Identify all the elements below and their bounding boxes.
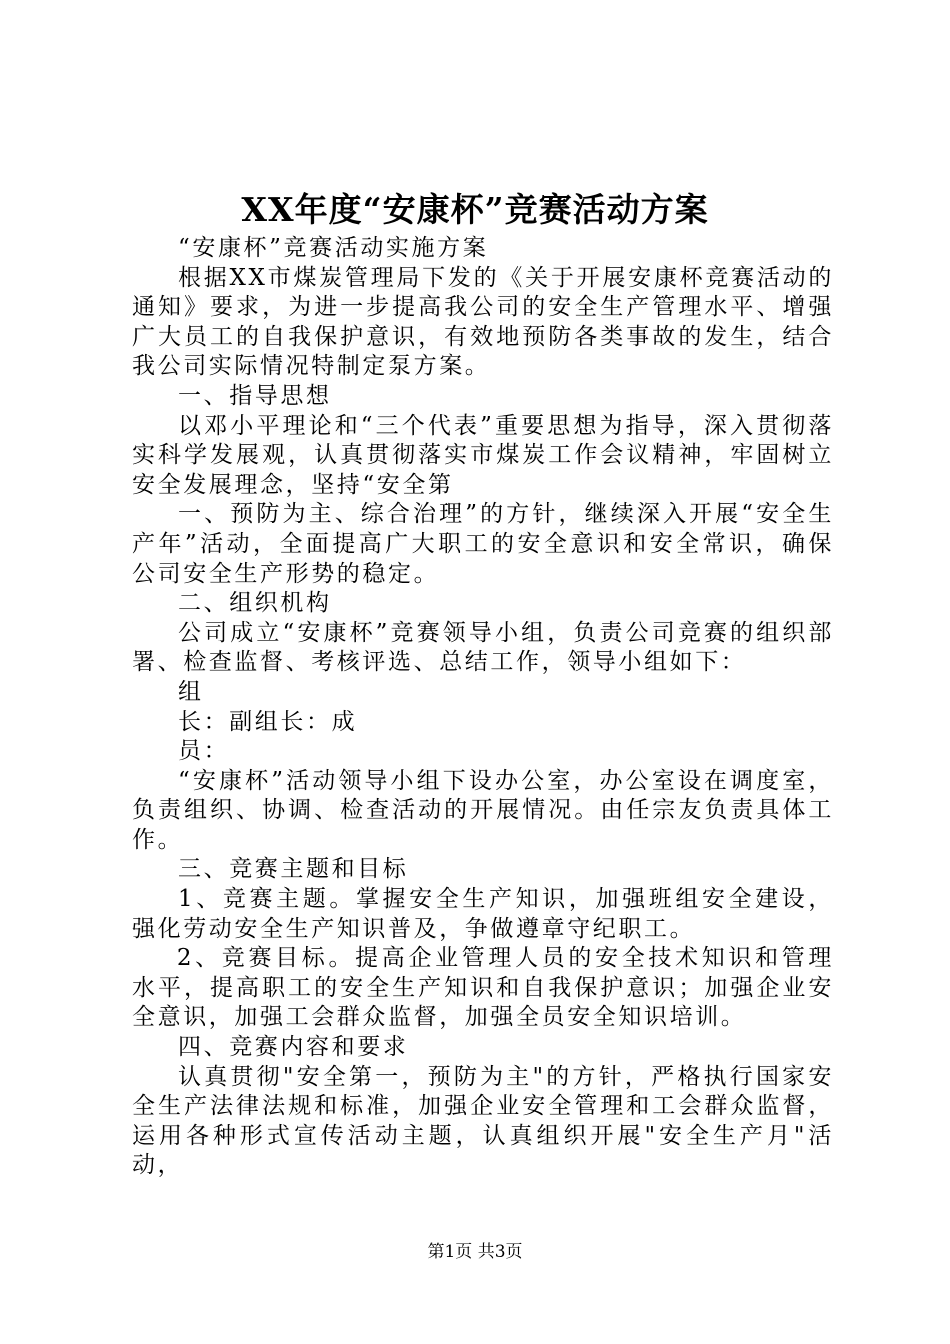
paragraph-content: 认真贯彻"安全第一，预防为主"的方针，严格执行国家安全生产法律法规和标准，加强企业安全管理和工会群众监督，运用各种形式宣传活动主题，认真组织开展"安全生产月"活动， — [132, 1063, 834, 1179]
heading-content-and-requirements: 四、竞赛内容和要求 — [178, 1034, 409, 1061]
paragraph-guiding-ideology: 以邓小平理论和“三个代表”重要思想为指导，深入贯彻落实科学发展观，认真贯彻落实市煤炭工作会议精神，牢固树立安全发展理念，坚持“安全第 — [132, 412, 834, 498]
paragraph-office: “安康杯”活动领导小组下设办公室，办公室设在调度室，负责组织、协调、检查活动的开展情况。由任宗友负责具体工作。 — [132, 767, 834, 853]
document-body — [132, 234, 834, 1181]
paragraph-organization: 公司成立“安康杯”竞赛领导小组，负责公司竞赛的组织部署、检查监督、考核评选、总结工作，领导小组如下： — [132, 619, 834, 676]
document-title: XX年度“安康杯”竞赛活动方案 — [241, 190, 709, 229]
paragraph-deputy-leader-label: 长：副组长：成 — [178, 708, 358, 735]
paragraph-member-label: 员： — [178, 738, 230, 765]
paragraph-subtitle: “安康杯”竞赛活动实施方案 — [178, 235, 489, 261]
paragraph-goals: 2、竞赛目标。提高企业管理人员的安全技术知识和管理水平，提高职工的安全生产知识和自我保护意识；加强企业安全意识，加强工会群众监督，加强全员安全知识培训。 — [132, 945, 834, 1031]
page-footer: 第1页 共3页 — [427, 1242, 523, 1262]
heading-guiding-ideology: 一、指导思想 — [178, 382, 332, 409]
paragraph-guiding-ideology-continued: 一、预防为主、综合治理”的方针，继续深入开展“安全生产年”活动，全面提高广大职工的安全意识和安全常识，确保公司安全生产形势的稳定。 — [132, 501, 834, 587]
paragraph-intro: 根据XX市煤炭管理局下发的《关于开展安康杯竞赛活动的通知》要求，为进一步提高我公司的安全生产管理水平、增强广大员工的自我保护意识，有效地预防各类事故的发生，结合我公司实际情况特制定泵方案。 — [132, 264, 834, 380]
heading-theme-and-goals: 三、竞赛主题和目标 — [178, 856, 409, 883]
heading-organization: 二、组织机构 — [178, 590, 332, 617]
paragraph-leader-label: 组 — [178, 678, 204, 705]
paragraph-theme: 1、竞赛主题。掌握安全生产知识，加强班组安全建设，强化劳动安全生产知识普及，争做遵章守纪职工。 — [132, 886, 834, 942]
